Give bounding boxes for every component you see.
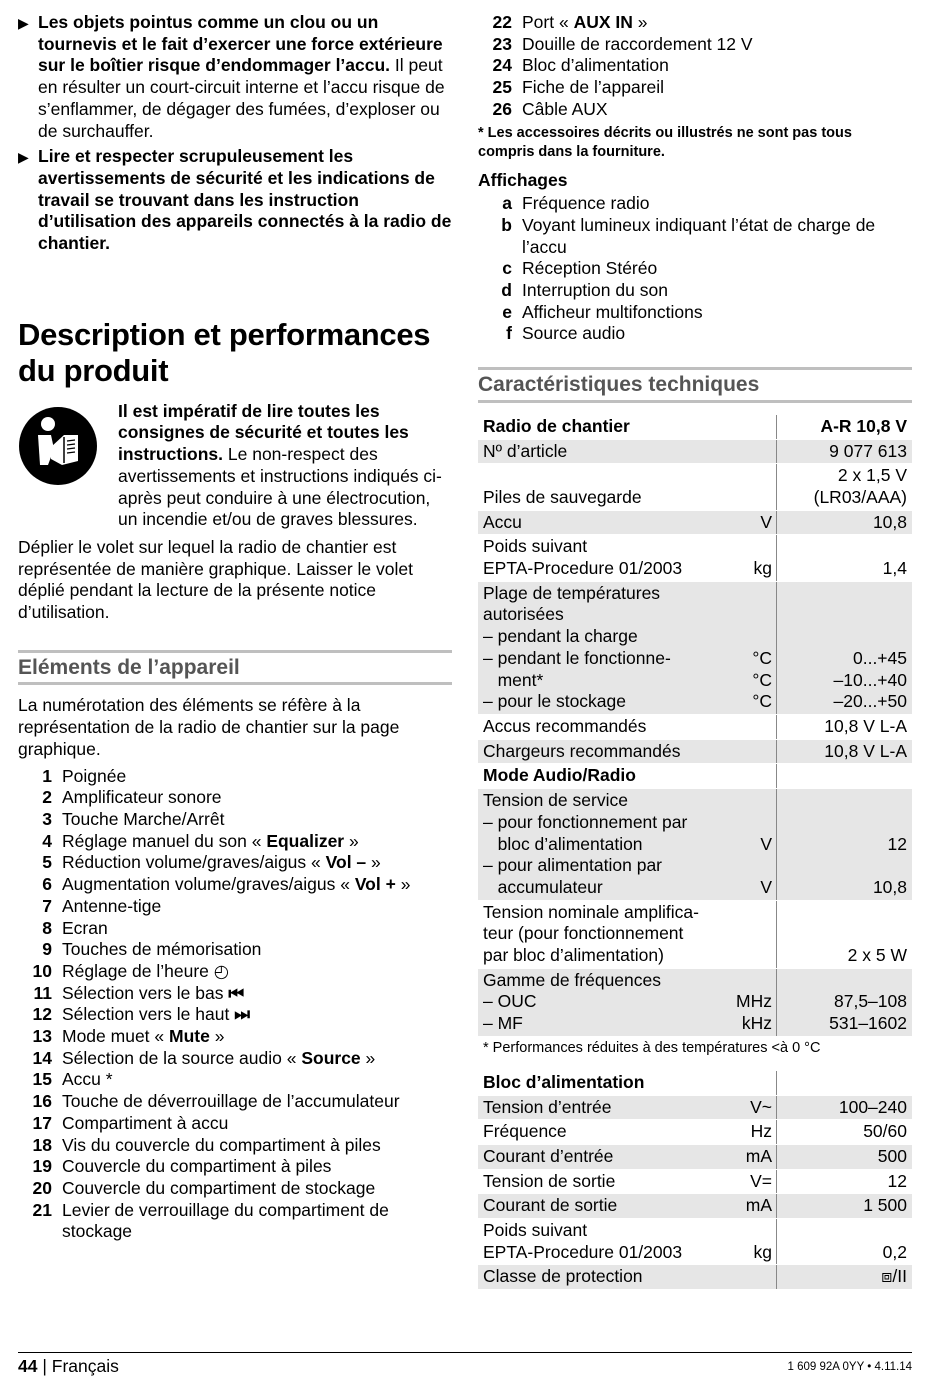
list-item: [18, 766, 452, 788]
item-text-pre: Antenne-tige: [62, 895, 162, 916]
row-value: [777, 1071, 913, 1095]
row-value: 2 x 1,5 V (LR03/AAA): [777, 464, 913, 510]
item-text-bold: Vol –: [325, 852, 367, 873]
list-item: [18, 1135, 452, 1157]
warning-bold-text: Lire et respecter scrupuleusement les avertissements de sécurité et les indications de travail se trouvant dans les instruction d’utilisation des appareils connectés à la radio de chantier.: [38, 146, 452, 254]
list-item: [18, 983, 452, 1005]
accessories-note: * Les accessoires décrits ou illustrés ne sont pas tous compris dans la fourniture.: [478, 124, 852, 160]
item-number: 17: [32, 1112, 52, 1133]
item-text: [512, 99, 608, 121]
row-value: 12 10,8: [777, 789, 913, 901]
item-text-pre: Réglage manuel du son «: [62, 830, 267, 851]
list-item: [18, 1004, 452, 1026]
item-number: 15: [32, 1069, 52, 1090]
row-value: 10,8 V L-A: [777, 739, 913, 764]
list-item: [478, 258, 912, 280]
row-label: Radio de chantier: [478, 415, 727, 439]
table-row: [478, 1219, 912, 1265]
item-text-pre: Couvercle du compartiment à piles: [62, 1156, 332, 1177]
table-row: [478, 1265, 912, 1290]
table-row: [478, 714, 912, 739]
item-text: [52, 1113, 228, 1135]
row-value: 9 077 613: [777, 439, 913, 464]
safety-notice: [18, 401, 452, 531]
table-row: [478, 1169, 912, 1194]
item-text-pre: Levier de verrouillage du compartiment de stockage: [62, 1199, 389, 1242]
document-code: 1 609 92A 0YY • 4.11.14: [787, 1361, 912, 1373]
item-number: 2: [42, 787, 52, 808]
table-row: [478, 764, 912, 789]
list-item: [18, 896, 452, 918]
item-number: 23: [492, 33, 512, 54]
item-text: Interruption du son: [522, 280, 668, 301]
item-number: 16: [32, 1091, 52, 1112]
safety-normal-text: Le non-respect des avertissements et instructions indiqués ci-après peut conduire à une électrocution, un incendie et/ou de graves blessures.: [118, 444, 442, 530]
list-item: [18, 1091, 452, 1113]
displays-list: [478, 193, 912, 345]
row-label: Classe de protection: [478, 1265, 727, 1290]
row-value: 1 500: [777, 1194, 913, 1219]
list-item: [478, 193, 912, 215]
page-number: 44: [18, 1356, 38, 1376]
list-item: [18, 1178, 452, 1200]
list-item: [18, 831, 452, 853]
elements-heading: Eléments de l’appareil: [18, 650, 452, 686]
row-label: Plage de températures autorisées – pendant la charge – pendant le fonctionne- ment* – pour le stockage: [478, 581, 727, 714]
warning-normal-text: Il peut en résulter un court-circuit interne et l’accu risque de s’enflammer, de dégager des fumées, d’exploser ou de surchauffer.: [38, 55, 445, 141]
item-number: 19: [32, 1156, 52, 1177]
table-row: [478, 1095, 912, 1120]
table-row: [478, 415, 912, 439]
safety-bold-text: Il est impératif de lire toutes les consignes de sécurité et toutes les instructions.: [118, 400, 409, 465]
table-row: [478, 581, 912, 714]
item-text-bold: Vol +: [354, 874, 396, 895]
table-row: [478, 439, 912, 464]
item-text: [52, 983, 244, 1005]
item-text: [52, 831, 359, 853]
list-item: [478, 215, 912, 258]
row-unit: [727, 464, 777, 510]
row-unit: Hz: [727, 1120, 777, 1145]
item-text-bold: Source: [301, 1047, 361, 1068]
row-label: Poids suivant EPTA-Procedure 01/2003: [478, 535, 727, 581]
table-row: [478, 900, 912, 968]
list-item: [478, 323, 912, 345]
row-value: 500: [777, 1144, 913, 1169]
row-unit: [727, 1265, 777, 1290]
safety-text: [116, 401, 452, 531]
list-item: [18, 1200, 452, 1243]
list-item: [18, 918, 452, 940]
item-text-post: »: [366, 852, 381, 873]
row-label: Gamme de fréquences – OUC – MF: [478, 968, 727, 1036]
row-value: 10,8 V L-A: [777, 714, 913, 739]
table-row: [478, 1071, 912, 1095]
item-text: [52, 1178, 375, 1200]
item-text-bold: Equalizer: [266, 830, 345, 851]
row-value: 50/60: [777, 1120, 913, 1145]
item-number: 12: [32, 1004, 52, 1025]
item-text: [52, 961, 229, 983]
item-text-pre: Bloc d’alimentation: [522, 55, 669, 76]
warning-list: [18, 12, 452, 255]
list-item: [478, 302, 912, 324]
item-text-post: »: [344, 830, 359, 851]
row-unit: [727, 1071, 777, 1095]
item-text-pre: Couvercle du compartiment de stockage: [62, 1177, 376, 1198]
item-text: [52, 787, 222, 809]
item-text: [52, 1135, 381, 1157]
row-label: Mode Audio/Radio: [478, 764, 727, 789]
list-item: [18, 1156, 452, 1178]
warning-item: [18, 146, 452, 255]
item-text: [52, 852, 381, 874]
spec-note: * Performances réduites à des températures <à 0 °C: [483, 1039, 821, 1056]
row-unit: V: [727, 510, 777, 535]
elements-intro: La numérotation des éléments se réfère à la représentation de la radio de chantier sur la page graphique.: [18, 695, 400, 759]
item-text: [52, 1026, 224, 1048]
item-text-bold: ⏭: [234, 1004, 250, 1025]
power-supply-table: [478, 1071, 912, 1290]
item-text-pre: Poignée: [62, 765, 127, 786]
item-text-pre: Touches de mémorisation: [62, 939, 262, 960]
row-value: A-R 10,8 V: [777, 415, 913, 439]
table-row: [478, 789, 912, 901]
item-text-pre: Compartiment à accu: [62, 1112, 229, 1133]
item-number: c: [502, 258, 512, 279]
bullet-triangle-icon: ▶: [18, 15, 29, 31]
item-number: f: [506, 323, 512, 344]
read-manual-icon: [18, 405, 116, 487]
list-item: [478, 99, 912, 121]
table-row: [478, 968, 912, 1036]
row-unit: MHz kHz: [727, 968, 777, 1036]
row-unit: mA: [727, 1144, 777, 1169]
item-number: 24: [492, 55, 512, 76]
item-text-pre: Touche Marche/Arrêt: [62, 808, 225, 829]
table-row: [478, 1194, 912, 1219]
item-text-pre: Douille de raccordement 12 V: [522, 33, 753, 54]
item-text: [52, 1200, 452, 1243]
item-text: Voyant lumineux indiquant l’état de charge de l’accu: [522, 214, 876, 257]
list-item: [18, 939, 452, 961]
displays-heading: Affichages: [478, 169, 568, 190]
tech-heading: Caractéristiques techniques: [478, 367, 912, 403]
item-number: 21: [32, 1199, 52, 1220]
item-text-pre: Amplificateur sonore: [62, 787, 222, 808]
table-row: [478, 464, 912, 510]
item-text-post: »: [209, 1026, 225, 1047]
table-row: [478, 535, 912, 581]
row-unit: °C °C °C: [727, 581, 777, 714]
list-item: [18, 1069, 452, 1091]
warning-item: [18, 12, 452, 142]
left-column: [18, 12, 452, 1243]
row-unit: [727, 439, 777, 464]
row-unit: [727, 415, 777, 439]
item-number: e: [502, 301, 512, 322]
elements-list: [18, 766, 452, 1243]
row-value: 1,4: [777, 535, 913, 581]
item-number: 20: [32, 1177, 52, 1198]
item-text: [52, 874, 410, 896]
item-text-pre: Sélection de la source audio «: [62, 1047, 302, 1068]
item-number: 14: [32, 1047, 52, 1068]
item-number: 8: [42, 917, 52, 938]
elements-list-continued: [478, 12, 912, 121]
item-number: d: [501, 280, 512, 301]
item-text-pre: Câble AUX: [522, 98, 608, 119]
item-text: Réception Stéréo: [522, 258, 658, 279]
row-label: Bloc d’alimentation: [478, 1071, 727, 1095]
row-unit: [727, 739, 777, 764]
item-text: [52, 766, 126, 788]
item-number: 22: [492, 12, 512, 32]
row-label: Nº d’article: [478, 439, 727, 464]
item-number: 18: [32, 1134, 52, 1155]
item-text: Source audio: [522, 323, 626, 344]
right-column: [478, 12, 912, 1290]
item-text-pre: Touche de déverrouillage de l’accumulateur: [62, 1091, 400, 1112]
warning-bold-text: Les objets pointus comme un clou ou un tournevis et le fait d’exercer une force extérieure sur le boîtier risque d’endommager l’accu.: [38, 12, 443, 76]
item-text-pre: Réduction volume/graves/aigus «: [62, 852, 326, 873]
row-value: 100–240: [777, 1095, 913, 1120]
item-text: [512, 77, 664, 99]
row-label: Courant de sortie: [478, 1194, 727, 1219]
list-item: [18, 1048, 452, 1070]
item-number: b: [501, 214, 512, 235]
row-label: Tension d’entrée: [478, 1095, 727, 1120]
list-item: [18, 961, 452, 983]
row-value: 0...+45 –10...+40 –20...+50: [777, 581, 913, 714]
row-unit: [727, 714, 777, 739]
page-footer: 44 | Français: [18, 1356, 119, 1376]
item-text-post: »: [360, 1047, 376, 1068]
list-item: [478, 12, 912, 34]
row-label: Accu: [478, 510, 727, 535]
row-unit: V~: [727, 1095, 777, 1120]
item-text-post: »: [395, 874, 411, 895]
list-item: [18, 787, 452, 809]
row-label: Courant d’entrée: [478, 1144, 727, 1169]
item-number: 7: [42, 895, 52, 916]
list-item: [18, 852, 452, 874]
list-item: [478, 280, 912, 302]
row-value: ⧈/II: [777, 1265, 913, 1290]
section-heading: Description et performances du produit: [18, 316, 431, 388]
item-number: 25: [492, 77, 512, 98]
list-item: [478, 77, 912, 99]
row-unit: [727, 900, 777, 968]
language-label: Français: [51, 1356, 119, 1376]
item-number: 1: [42, 765, 52, 786]
row-value: 87,5–108 531–1602: [777, 968, 913, 1036]
footer-rule: [18, 1352, 912, 1353]
list-item: [18, 809, 452, 831]
row-label: Tension de service – pour fonctionnement par bloc d’alimentation – pour alimentation par accumulateur: [478, 789, 727, 901]
item-text-pre: Ecran: [62, 917, 108, 938]
row-unit: kg: [727, 535, 777, 581]
item-text: [52, 918, 108, 940]
table-row: [478, 1144, 912, 1169]
row-value: 12: [777, 1169, 913, 1194]
item-text: [512, 12, 647, 34]
item-text-pre: Vis du couvercle du compartiment à piles: [62, 1134, 381, 1155]
item-text-pre: Sélection vers le haut: [62, 1004, 235, 1025]
row-label: Chargeurs recommandés: [478, 739, 727, 764]
row-unit: mA: [727, 1194, 777, 1219]
item-text-pre: Fiche de l’appareil: [522, 77, 665, 98]
item-text-pre: Sélection vers le bas: [62, 982, 229, 1003]
row-value: [777, 764, 913, 789]
list-item: [478, 34, 912, 56]
item-text: [512, 55, 669, 77]
item-text: [52, 1091, 400, 1113]
row-label: Piles de sauvegarde: [478, 464, 727, 510]
item-text-pre: Mode muet «: [62, 1026, 169, 1047]
item-text: [52, 1156, 331, 1178]
list-item: [18, 1113, 452, 1135]
item-text: [52, 1048, 375, 1070]
spec-table: [478, 415, 912, 1037]
item-number: 13: [32, 1026, 52, 1047]
item-number: 9: [42, 939, 52, 960]
row-unit: V=: [727, 1169, 777, 1194]
row-unit: [727, 764, 777, 789]
row-label: Tension de sortie: [478, 1169, 727, 1194]
item-text-pre: Port «: [522, 12, 574, 32]
table-row: [478, 510, 912, 535]
item-text: Fréquence radio: [522, 193, 650, 214]
row-value: 2 x 5 W: [777, 900, 913, 968]
item-text-bold: ⏮: [228, 982, 245, 1003]
item-text: [52, 809, 224, 831]
item-text-pre: Réglage de l’heure ◴: [62, 960, 230, 981]
item-text-bold: AUX IN: [573, 12, 633, 32]
item-number: a: [502, 193, 512, 214]
table-row: [478, 739, 912, 764]
item-number: 5: [42, 852, 52, 873]
item-text: [52, 1004, 250, 1026]
item-number: 10: [32, 960, 52, 981]
row-label: Tension nominale amplifica- teur (pour fonctionnement par bloc d’alimentation): [478, 900, 727, 968]
row-unit: kg: [727, 1219, 777, 1265]
item-text-bold: Mute: [169, 1026, 210, 1047]
list-item: [18, 874, 452, 896]
fold-paragraph: Déplier le volet sur lequel la radio de chantier est représentée de manière graphique. Laisser le volet déplié pendant la lecture de la présente notice d’utilisation.: [18, 536, 413, 623]
list-item: [478, 55, 912, 77]
item-number: 11: [33, 982, 52, 1003]
item-number: 4: [42, 830, 52, 851]
item-text: [52, 1069, 113, 1091]
item-text-post: »: [632, 12, 648, 32]
row-value: 0,2: [777, 1219, 913, 1265]
row-unit: V V: [727, 789, 777, 901]
item-text: [512, 34, 753, 56]
item-text: Afficheur multifonctions: [522, 301, 703, 322]
item-text-pre: Augmentation volume/graves/aigus «: [62, 874, 355, 895]
bullet-triangle-icon: ▶: [18, 149, 29, 166]
list-item: [18, 1026, 452, 1048]
row-value: 10,8: [777, 510, 913, 535]
item-number: 26: [492, 98, 512, 119]
row-label: Poids suivant EPTA-Procedure 01/2003: [478, 1219, 727, 1265]
item-text: [52, 896, 161, 918]
item-number: 3: [42, 808, 52, 829]
row-label: Fréquence: [478, 1120, 727, 1145]
item-text-pre: Accu *: [62, 1069, 113, 1090]
table-row: [478, 1120, 912, 1145]
row-label: Accus recommandés: [478, 714, 727, 739]
item-text: [52, 939, 261, 961]
item-number: 6: [42, 874, 52, 895]
